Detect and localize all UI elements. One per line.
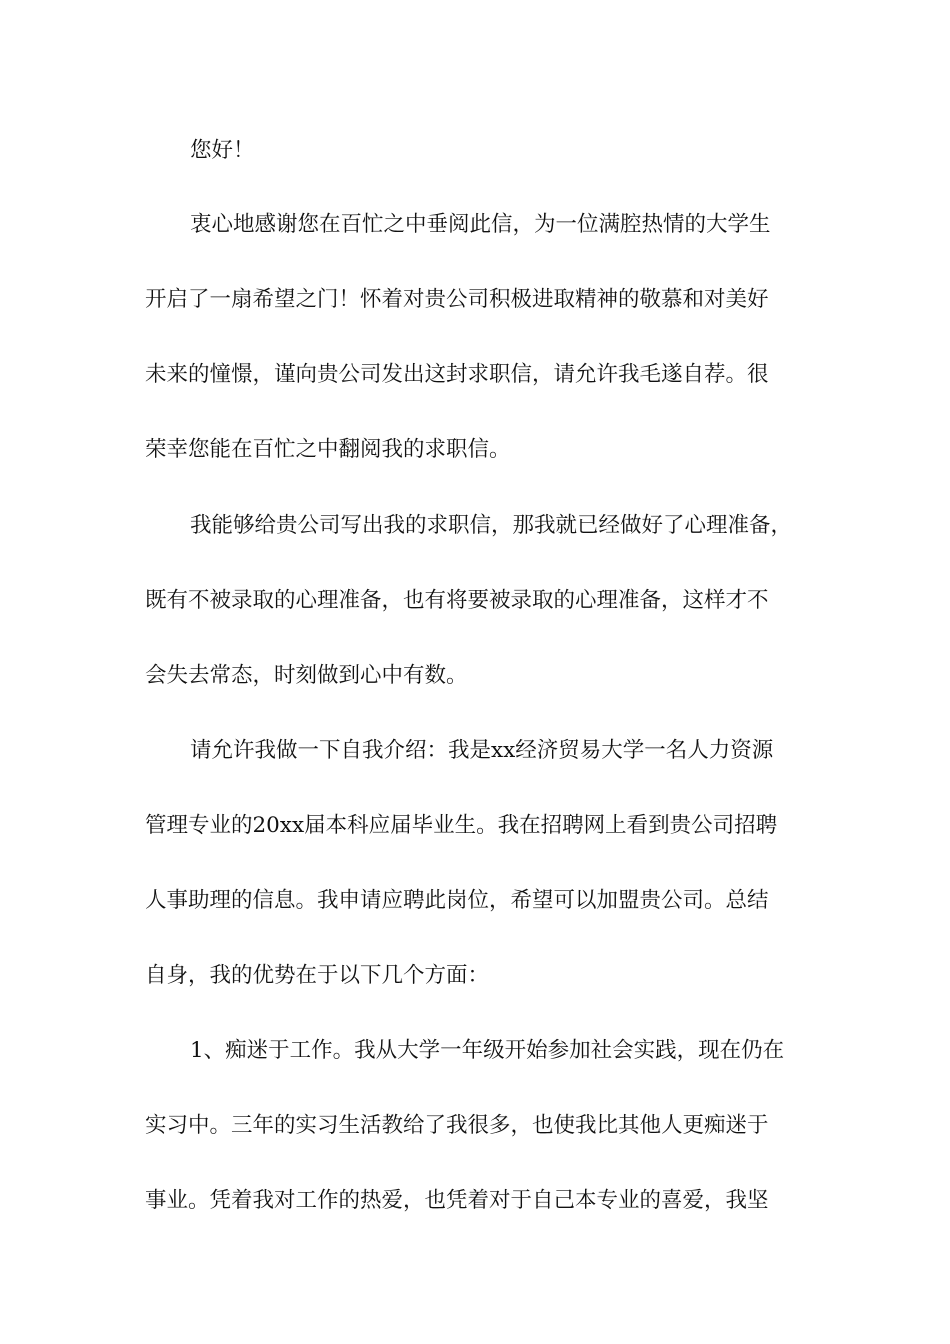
paragraph-3-line-4: 自身，我的优势在于以下几个方面： (145, 963, 490, 988)
paragraph-1-line-3: 未来的憧憬，谨向贵公司发出这封求职信，请允许我毛遂自荐。很 (145, 362, 769, 387)
paragraph-3-line-2: 管理专业的20xx届本科应届毕业生。我在招聘网上看到贵公司招聘 (145, 813, 778, 838)
paragraph-3-line-1: 请允许我做一下自我介绍：我是xx经济贸易大学一名人力资源 (190, 738, 774, 763)
greeting-line: 您好！ (190, 138, 255, 163)
paragraph-4-line-3: 事业。凭着我对工作的热爱，也凭着对于自己本专业的喜爱，我坚 (145, 1188, 769, 1213)
paragraph-2-line-2: 既有不被录取的心理准备，也有将要被录取的心理准备，这样才不 (145, 588, 769, 613)
paragraph-1-line-2: 开启了一扇希望之门！怀着对贵公司积极进取精神的敬慕和对美好 (145, 287, 769, 312)
paragraph-2-line-1: 我能够给贵公司写出我的求职信，那我就已经做好了心理准备， (190, 513, 793, 538)
paragraph-4-line-2: 实习中。三年的实习生活教给了我很多，也使我比其他人更痴迷于 (145, 1113, 769, 1138)
paragraph-3-line-3: 人事助理的信息。我申请应聘此岗位，希望可以加盟贵公司。总结 (145, 888, 769, 913)
paragraph-2-line-3: 会失去常态，时刻做到心中有数。 (145, 663, 468, 688)
paragraph-1-line-4: 荣幸您能在百忙之中翻阅我的求职信。 (145, 437, 511, 462)
paragraph-4-line-1: 1、痴迷于工作。我从大学一年级开始参加社会实践，现在仍在 (190, 1038, 785, 1063)
paragraph-1-line-1: 衷心地感谢您在百忙之中垂阅此信，为一位满腔热情的大学生 (190, 212, 771, 237)
